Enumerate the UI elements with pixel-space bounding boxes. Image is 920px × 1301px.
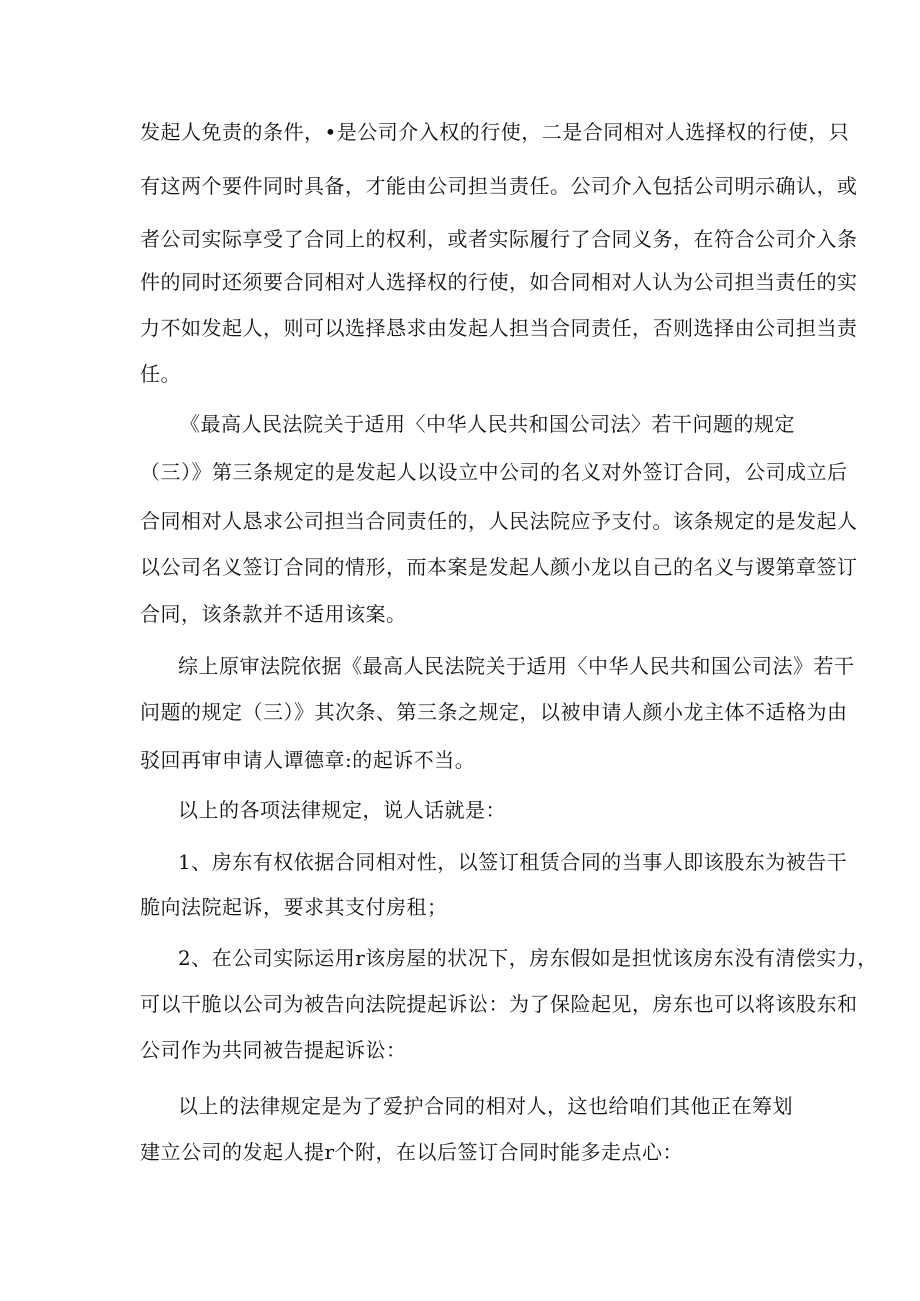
text-line: 以公司名义签订合同的情形，而本案是发起人颜小龙以自己的名义与谡第章签订	[140, 555, 858, 579]
text-line: 者公司实际享受了合同上的权利，或者实际履行了合同义务，在符合公司介入条	[140, 227, 858, 251]
text-line: 发起人免责的条件，•是公司介入权的行使，二是合同相对人选择权的行使，只	[140, 120, 850, 144]
text-line: 以上的各项法律规定，说人话就是：	[178, 798, 506, 822]
text-line: 2、在公司实际运用r该房屋的状况下，房东假如是担忧该房东没有清偿实力，	[178, 946, 878, 970]
text-line: 1、房东有权依据合同相对性，以签订租赁合同的当事人即该股东为被告干	[178, 850, 848, 874]
text-line: 脆向法院起诉，要求其支付房租；	[140, 895, 448, 919]
text-line: 建立公司的发起人提r个附，在以后签订合同时能多走点心：	[140, 1140, 684, 1164]
text-line: 力不如发起人，则可以选择恳求由发起人担当合同责任，否则选择由公司担当责	[140, 316, 858, 340]
text-line: （三）》第三条规定的是发起人以设立中公司的名义对外签订合同，公司成立后	[140, 460, 848, 484]
text-line: 可以干脆以公司为被告向法院提起诉讼：为了保险起见，房东也可以将该股东和	[140, 992, 858, 1016]
text-line: 综上原审法院依据《最高人民法院关于适用〈中华人民共和国公司法》若干	[178, 654, 855, 678]
text-line: 合同相对人恳求公司担当合同责任的，人民法院应予支付。该条规定的是发起人	[140, 509, 858, 533]
text-line: 有这两个要件同时具备，才能由公司担当责任。公司介入包括公司明示确认，或	[140, 174, 858, 198]
text-line: 问题的规定（三）》其次条、第三条之规定，以被申请人颜小龙主体不适格为由	[140, 700, 848, 724]
text-line: 任。	[140, 362, 181, 386]
text-line: 以上的法律规定是为了爱护合同的相对人，这也给咱们其他正在筹划	[178, 1094, 793, 1118]
text-line: 驳回再审申请人谭德章:的起诉不当。	[140, 748, 476, 772]
text-line: 公司作为共同被告提起诉讼：	[140, 1038, 407, 1062]
text-line: 《最高人民法院关于适用〈中华人民共和国公司法〉若干问题的规定	[180, 412, 795, 436]
text-line: 件的同时还须要合同相对人选择权的行使，如合同相对人认为公司担当责任的实	[140, 270, 858, 294]
text-line: 合同，该条款并不适用该案。	[140, 602, 407, 626]
